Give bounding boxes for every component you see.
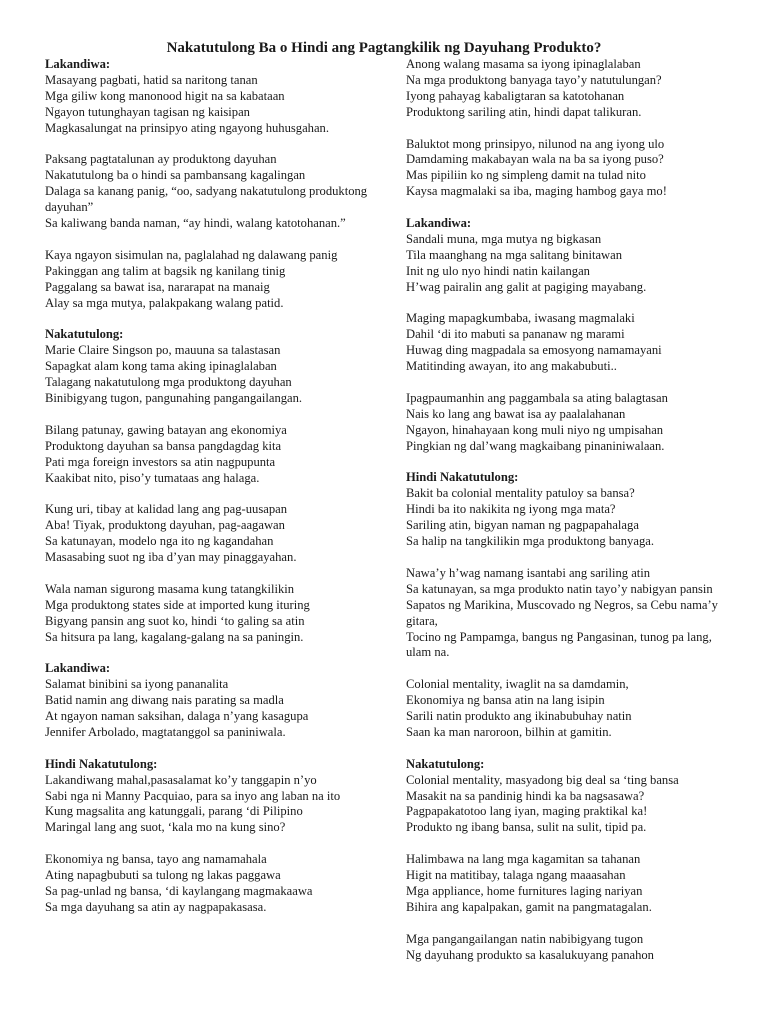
stanza — [406, 311, 726, 375]
verse-line: Damdaming makabayan wala na ba sa iyong puso? — [406, 152, 664, 167]
verse-line: Masayang pagbati, hatid sa naritong tanan — [45, 72, 258, 87]
verse-line: Ng dayuhang produkto sa kasalukuyang panahon — [406, 947, 654, 962]
verse-line: Mas pipiliin ko ng simpleng damit na tulad nito — [406, 168, 646, 183]
verse-line: Produktong dayuhan sa bansa pangdagdag kita — [45, 438, 282, 453]
verse-line: Aba! Tiyak, produktong dayuhan, pag-aagawan — [45, 518, 285, 533]
speaker-label: Lakandiwa: — [45, 57, 111, 71]
verse-line: Sa katunayan, modelo nga ito ng kagandahan — [45, 534, 274, 549]
verse-line: Init ng ulo nyo hindi natin kailangan — [406, 263, 590, 278]
verse-line: Pati mga foreign investors sa atin nagpupunta — [45, 454, 276, 469]
verse-line: Pakinggan ang talim at bagsik ng kanilang tinig — [45, 263, 286, 278]
speaker-label: Hindi Nakatutulong: — [406, 470, 519, 485]
verse-line: Pingkian ng dal’wang magkaibang pinaniniwalaan. — [406, 438, 665, 453]
verse-line: Kaysa magmalaki sa iba, maging hambog gaya mo! — [406, 184, 667, 199]
verse-line: Ekonomiya ng bansa atin na lang isipin — [406, 693, 605, 708]
stanza — [406, 852, 726, 916]
stanza — [406, 757, 726, 837]
verse-line: H’wag pairalin ang galit at pagiging mayabang. — [406, 279, 647, 294]
verse-line: Ekonomiya ng bansa, tayo ang namamahala — [45, 852, 267, 867]
verse-line: Sariling atin, bigyan naman ng pagpapahalaga — [406, 518, 639, 533]
verse-line: Tocino ng Pampamga, bangus ng Pangasinan, tunog pa lang, ulam na. — [406, 629, 712, 660]
verse-line: Higit na matitibay, talaga ngang maaasahan — [406, 868, 626, 883]
stanza — [45, 661, 370, 741]
speaker-label: Lakandiwa: — [45, 661, 111, 676]
verse-line: Baluktot mong prinsipyo, nilunod na ang iyong ulo — [406, 136, 665, 151]
stanza — [406, 137, 726, 201]
verse-line: Talagang nakatutulong mga produktong dayuhan — [45, 375, 292, 390]
stanza — [45, 57, 370, 137]
verse-line: Paksang pagtatalunan ay produktong dayuhan — [45, 152, 277, 167]
verse-line: Binibigyang tugon, pangunahing pangangailangan. — [45, 390, 303, 405]
verse-line: Matitinding awayan, ito ang makabubuti.. — [406, 359, 617, 374]
verse-line: Bakit ba colonial mentality patuloy sa bansa? — [406, 486, 635, 501]
verse-line: Nais ko lang ang bawat isa ay paalalahanan — [406, 406, 626, 421]
verse-line: Wala naman sigurong masama kung tatangkilikin — [45, 581, 295, 596]
right-column — [406, 57, 726, 979]
stanza — [406, 677, 726, 741]
stanza — [45, 327, 370, 407]
stanza — [45, 248, 370, 312]
verse-line: Ating napagbubuti sa tulong ng lakas paggawa — [45, 868, 281, 883]
speaker-label: Nakatutulong: — [406, 756, 485, 771]
verse-line: Colonial mentality, masyadong big deal sa ‘ting bansa — [406, 772, 679, 787]
verse-line: At ngayon naman saksihan, dalaga n’yang kasagupa — [45, 709, 309, 724]
verse-line: Huwag ding magpadala sa emosyong namamayani — [406, 343, 662, 358]
verse-line: Mga pangangailangan natin nabibigyang tugon — [406, 931, 644, 946]
verse-line: Bigyang pansin ang suot ko, hindi ‘to galing sa atin — [45, 613, 305, 628]
verse-line: Lakandiwang mahal,pasasalamat ko’y tanggapin n’yo — [45, 772, 317, 787]
stanza — [45, 582, 370, 646]
verse-line: Magkasalungat na prinsipyo ating ngayong huhusgahan. — [45, 120, 330, 135]
verse-line: Mga appliance, home furnitures laging nariyan — [406, 883, 643, 898]
verse-line: Hindi ba ito nakikita ng iyong mga mata? — [406, 502, 616, 517]
stanza — [45, 423, 370, 487]
verse-line: Colonial mentality, iwaglit na sa damdamin, — [406, 677, 629, 692]
stanza — [45, 152, 370, 232]
verse-line: Bihira ang kapalpakan, gamit na pangmatagalan. — [406, 899, 652, 914]
verse-line: Sabi nga ni Manny Pacquiao, para sa inyo ang laban na ito — [45, 788, 341, 803]
verse-line: Salamat binibini sa iyong pananalita — [45, 677, 229, 692]
stanza — [45, 757, 370, 837]
verse-line: Saan ka man naroroon, bilhin at gamitin. — [406, 724, 612, 739]
verse-line: Sa halip na tangkilikin mga produktong banyaga. — [406, 534, 654, 549]
verse-line: Nakatutulong ba o hindi sa pambansang kagalingan — [45, 168, 306, 183]
stanza — [45, 502, 370, 566]
verse-line: Iyong pahayag kabaligtaran sa katotohanan — [406, 88, 625, 103]
verse-line: Sapatos ng Marikina, Muscovado ng Negros, sa Cebu nama’y gitara, — [406, 597, 718, 628]
verse-line: Dalaga sa kanang panig, “oo, sadyang nakatutulong produktong dayuhan” — [45, 184, 368, 215]
verse-line: Ngayon tutunghayan tagisan ng kaisipan — [45, 104, 250, 119]
stanza — [406, 470, 726, 550]
verse-line: Maringal lang ang suot, ‘kala mo na kung sino? — [45, 820, 286, 835]
verse-line: Maging mapagkumbaba, iwasang magmalaki — [406, 311, 635, 326]
verse-line: Sarili natin produkto ang ikinabubuhay natin — [406, 709, 632, 724]
stanza — [406, 932, 726, 964]
verse-line: Bilang patunay, gawing batayan ang ekonomiya — [45, 422, 287, 437]
verse-line: Pagpapakatotoo lang iyan, maging praktikal ka! — [406, 804, 648, 819]
verse-line: Mga giliw kong manonood higit na sa kabataan — [45, 88, 285, 103]
verse-line: Tila maanghang na mga salitang binitawan — [406, 247, 623, 262]
speaker-label: Nakatutulong: — [45, 327, 124, 342]
stanza — [406, 391, 726, 455]
speaker-label: Hindi Nakatutulong: — [45, 756, 158, 771]
stanza — [406, 57, 726, 121]
verse-line: Sa mga dayuhang sa atin ay nagpapakasasa. — [45, 899, 267, 914]
verse-line: Marie Claire Singson po, mauuna sa talastasan — [45, 343, 281, 358]
verse-line: Halimbawa na lang mga kagamitan sa tahanan — [406, 852, 641, 867]
verse-line: Paggalang sa bawat isa, nararapat na manaig — [45, 279, 270, 294]
verse-line: Jennifer Arbolado, magtatanggol sa paniniwala. — [45, 724, 286, 739]
verse-line: Sandali muna, mga mutya ng bigkasan — [406, 231, 602, 246]
verse-line: Mga produktong states side at imported kung ituring — [45, 597, 310, 612]
verse-line: Sa katunayan, sa mga produkto natin tayo’y nabigyan pansin — [406, 581, 713, 596]
verse-line: Sa kaliwang banda naman, “ay hindi, walang katotohanan.” — [45, 216, 346, 231]
left-column — [45, 57, 370, 932]
verse-line: Masasabing suot ng iba d’yan may pinaggayahan. — [45, 550, 297, 565]
verse-line: Kung uri, tibay at kalidad lang ang pag-uusapan — [45, 502, 288, 517]
stanza — [45, 852, 370, 916]
verse-line: Dahil ‘di ito mabuti sa pananaw ng marami — [406, 327, 625, 342]
verse-line: Sa hitsura pa lang, kagalang-galang na sa paningin. — [45, 629, 304, 644]
verse-line: Alay sa mga mutya, palakpakang walang patid. — [45, 295, 284, 310]
verse-line: Nawa’y h’wag namang isantabi ang sariling atin — [406, 565, 651, 580]
verse-line: Na mga produktong banyaga tayo’y natutulungan? — [406, 72, 662, 87]
verse-line: Kung magsalita ang katunggali, parang ‘di Pilipino — [45, 804, 303, 819]
verse-line: Masakit na sa pandinig hindi ka ba nagsasawa? — [406, 788, 645, 803]
document-title: Nakatutulong Ba o Hindi ang Pagtangkilik ng Dayuhang Produkto? — [166, 40, 602, 56]
verse-line: Ngayon, hinahayaan kong muli niyo ng umpisahan — [406, 422, 664, 437]
verse-line: Batid namin ang diwang nais parating sa madla — [45, 693, 284, 708]
verse-line: Kaakibat nito, piso’y tumataas ang halaga. — [45, 470, 260, 485]
stanza — [406, 566, 726, 661]
verse-line: Sapagkat alam kong tama aking ipinaglalaban — [45, 359, 277, 374]
verse-line: Produkto ng ibang bansa, sulit na sulit, tipid pa. — [406, 820, 647, 835]
verse-line: Sa pag-unlad ng bansa, ‘di kaylangang magmakaawa — [45, 883, 313, 898]
verse-line: Produktong sariling atin, hindi dapat talikuran. — [406, 104, 642, 119]
verse-line: Ipagpaumanhin ang paggambala sa ating balagtasan — [406, 390, 668, 405]
speaker-label: Lakandiwa: — [406, 216, 472, 231]
verse-line: Anong walang masama sa iyong ipinaglalaban — [406, 57, 641, 71]
stanza — [406, 216, 726, 296]
verse-line: Kaya ngayon sisimulan na, paglalahad ng dalawang panig — [45, 247, 338, 262]
